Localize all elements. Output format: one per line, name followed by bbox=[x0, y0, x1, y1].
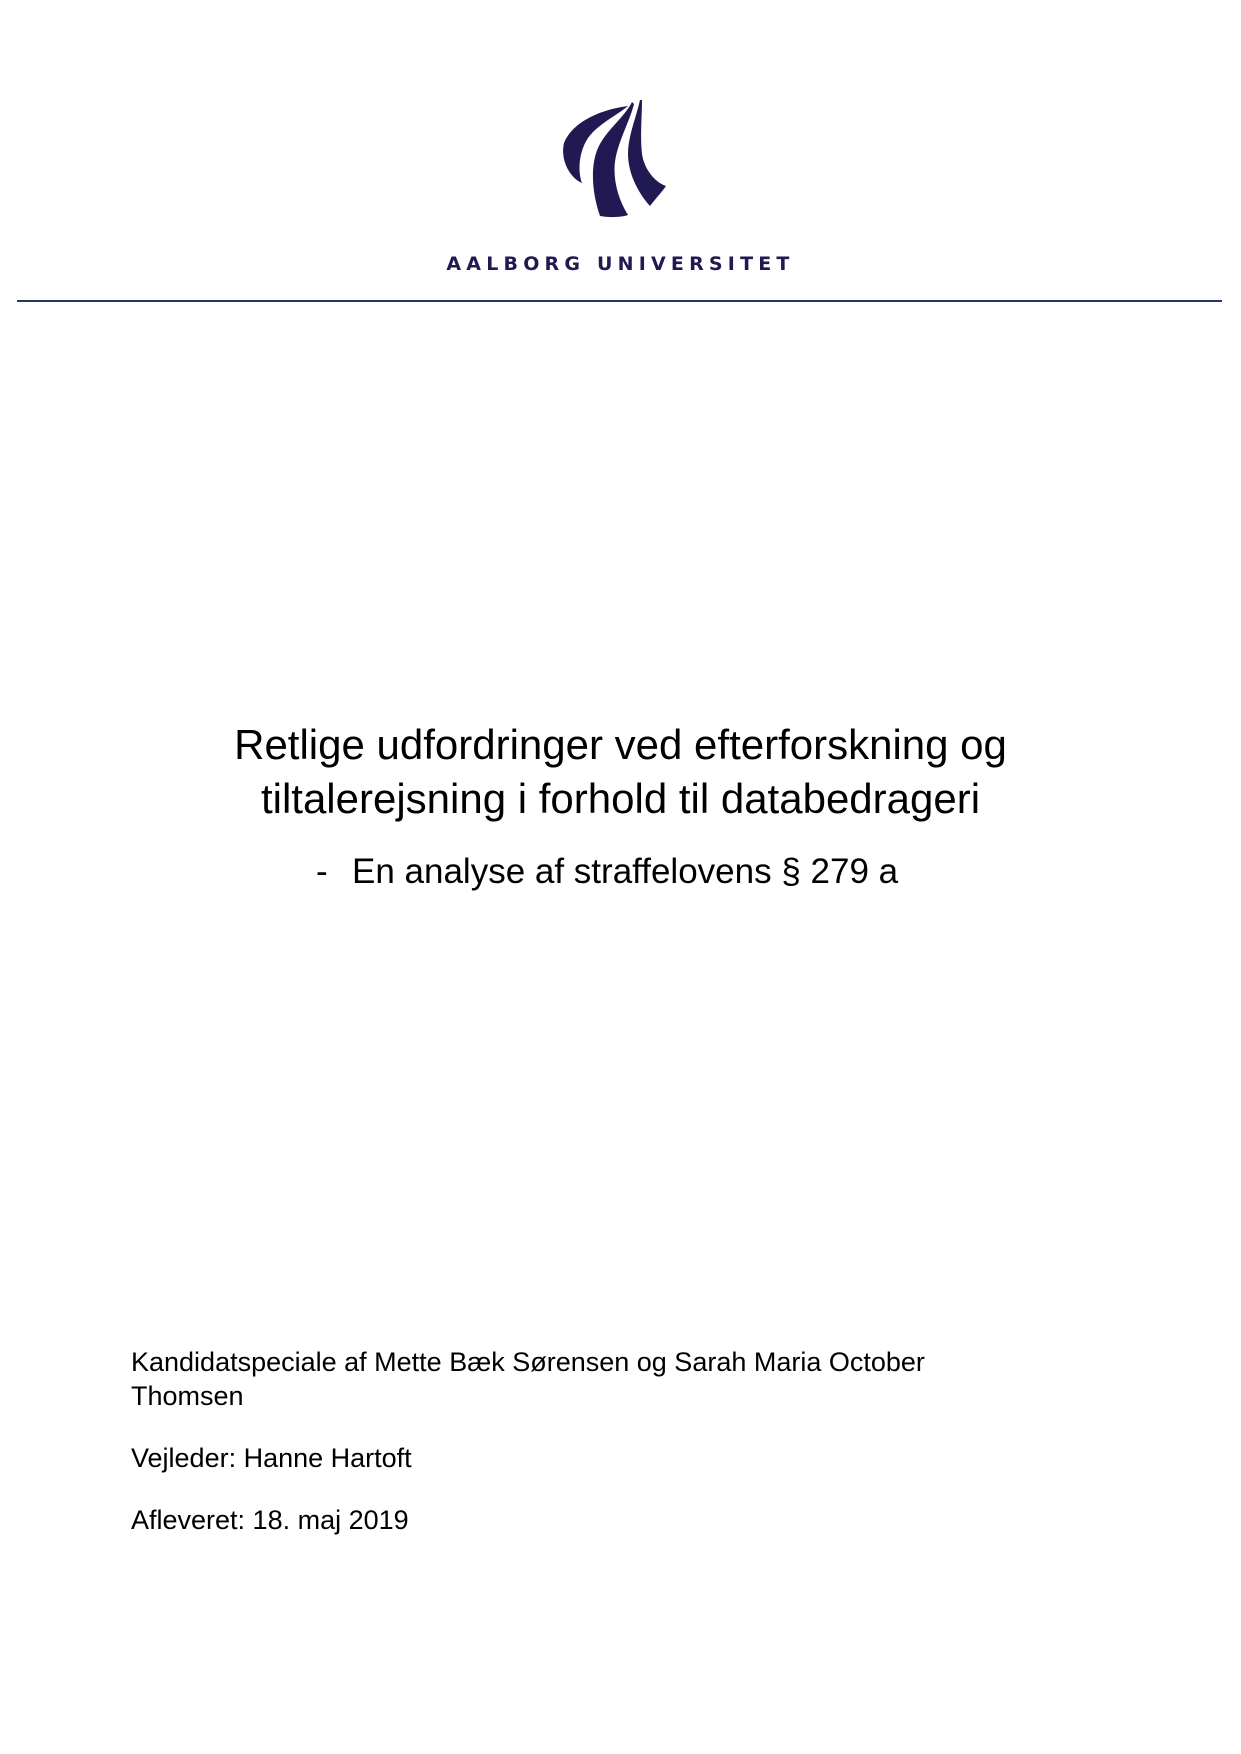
university-name: AALBORG UNIVERSITET bbox=[446, 253, 795, 275]
authors-line-2: Thomsen bbox=[131, 1381, 244, 1411]
submission-date: Afleveret: 18. maj 2019 bbox=[131, 1505, 409, 1535]
authors bbox=[131, 1345, 925, 1413]
authors-line-1: Kandidatspeciale af Mette Bæk Sørensen og Sarah Maria October bbox=[131, 1347, 925, 1377]
header-divider bbox=[17, 300, 1222, 302]
thesis-title-line-2: tiltalerejsning i forhold til databedrageri bbox=[260, 775, 981, 822]
thesis-title-line-1: Retlige udfordringer ved efterforskning og bbox=[234, 721, 1007, 768]
thesis-subtitle bbox=[316, 850, 898, 894]
thesis-title bbox=[0, 718, 1241, 826]
supervisor: Vejleder: Hanne Hartoft bbox=[131, 1443, 412, 1473]
dash-bullet: - bbox=[316, 852, 328, 891]
university-logo bbox=[558, 98, 668, 218]
aalborg-waves-logo-icon bbox=[558, 98, 668, 218]
subtitle-text: En analyse af straffelovens § 279 a bbox=[352, 852, 899, 891]
